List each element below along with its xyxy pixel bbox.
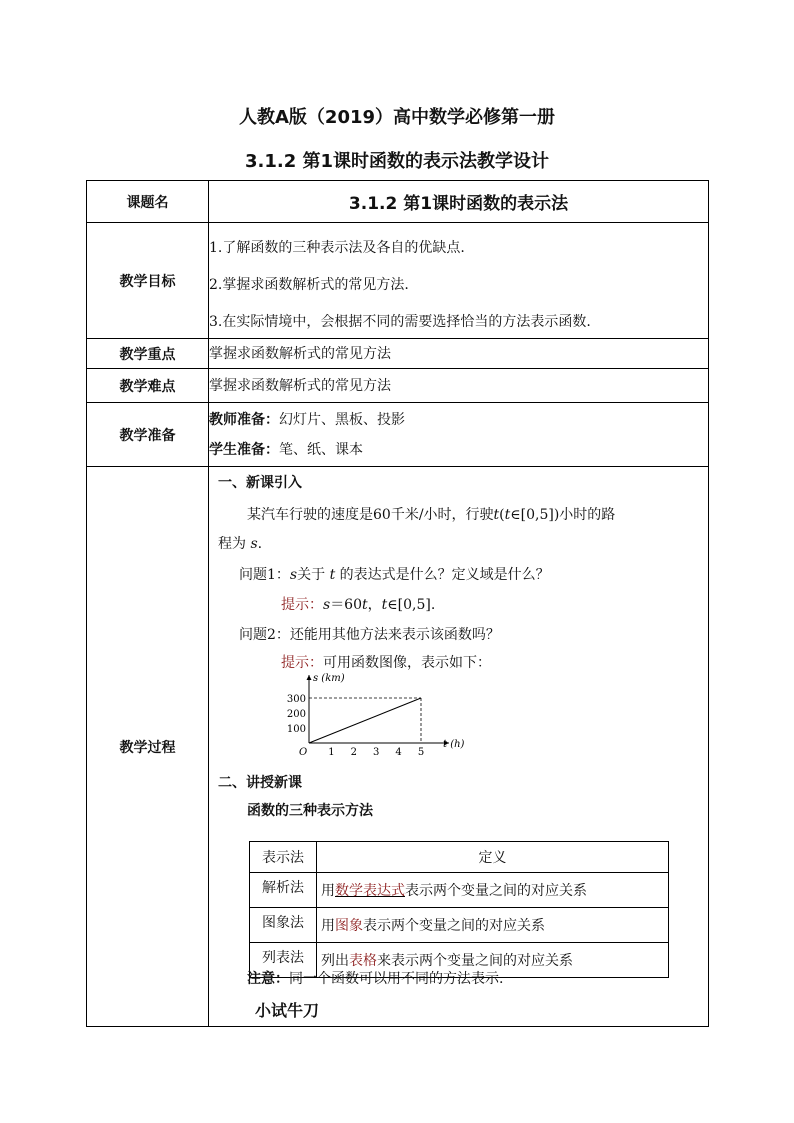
- student-prep-label: 学生准备：: [209, 441, 279, 458]
- method-definition: 用图象表示两个变量之间的对应关系: [317, 908, 669, 943]
- document-title: 人教A版（2019）高中数学必修第一册: [238, 107, 556, 128]
- goal-item: 1.了解函数的三种表示法及各自的优缺点.: [209, 239, 465, 256]
- origin-label: O: [299, 747, 308, 758]
- section-heading-intro: 一、新课引入: [218, 475, 302, 491]
- label-key: 教学重点: [87, 339, 209, 369]
- method-definition: 用数学表达式表示两个变量之间的对应关系: [317, 873, 669, 908]
- method-name: 图象法: [250, 908, 317, 943]
- intro-paragraph-cont: 程为 s.: [218, 536, 263, 552]
- row-topic: [87, 181, 709, 223]
- methods-header-def: 定义: [317, 842, 669, 873]
- label-difficulty: 教学难点: [87, 369, 209, 403]
- topic-value: 3.1.2 第1课时函数的表示法: [209, 181, 709, 223]
- teacher-prep-label: 教师准备：: [209, 411, 279, 428]
- series-line: [309, 698, 421, 743]
- method-row: [250, 873, 669, 908]
- hint-1: 提示：s＝60t，t∈[0,5].: [281, 597, 436, 613]
- question-1: 问题1：s关于 t 的表达式是什么？定义域是什么？: [239, 567, 550, 583]
- intro-paragraph: 某汽车行驶的速度是60千米/小时，行驶t(t∈[0,5])小时的路: [247, 507, 616, 523]
- y-tick-label: 200: [286, 709, 306, 720]
- lesson-plan-table: [86, 180, 709, 1027]
- method-definition: 列出表格来表示两个变量之间的对应关系: [317, 943, 669, 978]
- x-axis-label: t (h): [443, 739, 465, 750]
- methods-table: [249, 841, 669, 978]
- question-2: 问题2：还能用其他方法来表示该函数吗？: [239, 627, 500, 643]
- difficulty-value: 掌握求函数解析式的常见方法: [209, 369, 709, 403]
- process-cell: [209, 467, 709, 1027]
- goal-item: 3.在实际情境中，会根据不同的需要选择恰当的方法表示函数.: [209, 313, 591, 330]
- row-goals: [87, 223, 709, 339]
- note: 注意：同一个函数可以用不同的方法表示.: [247, 971, 504, 987]
- teacher-prep-value: 幻灯片、黑板、投影: [279, 411, 405, 428]
- row-difficulty: [87, 369, 709, 403]
- row-key: [87, 339, 709, 369]
- label-process: 教学过程: [87, 467, 209, 1027]
- row-prep: [87, 403, 709, 467]
- x-tick-label: 3: [373, 747, 380, 758]
- methods-subheading: 函数的三种表示方法: [247, 803, 373, 819]
- distance-time-chart: [279, 671, 469, 763]
- x-tick-label: 1: [328, 747, 335, 758]
- document-subtitle: 3.1.2 第1课时函数的表示法教学设计: [244, 151, 550, 172]
- methods-header-name: 表示法: [250, 842, 317, 873]
- y-axis-arrow: [307, 675, 312, 680]
- y-tick-label: 100: [286, 724, 306, 735]
- prep-cell: [209, 403, 709, 467]
- methods-header-row: [250, 842, 669, 873]
- method-name: 列表法: [250, 943, 317, 978]
- method-name: 解析法: [250, 873, 317, 908]
- x-tick-label: 4: [395, 747, 402, 758]
- row-process: [87, 467, 709, 1027]
- x-tick-label: 2: [350, 747, 357, 758]
- goal-item: 2.掌握求函数解析式的常见方法.: [209, 276, 409, 293]
- method-row: [250, 908, 669, 943]
- trial-heading: 小试牛刀: [255, 1001, 320, 1020]
- label-goals: 教学目标: [87, 223, 209, 339]
- hint-2: 提示：可用函数图像，表示如下：: [281, 655, 491, 671]
- y-tick-label: 300: [286, 694, 306, 705]
- y-axis-label: s (km): [313, 673, 345, 684]
- section-heading-new: 二、讲授新课: [218, 775, 302, 791]
- label-prep: 教学准备: [87, 403, 209, 467]
- student-prep-value: 笔、纸、课本: [279, 441, 363, 458]
- goals-cell: [209, 223, 709, 339]
- key-value: 掌握求函数解析式的常见方法: [209, 339, 709, 369]
- label-topic: 课题名: [87, 181, 209, 223]
- x-tick-label: 5: [417, 747, 425, 758]
